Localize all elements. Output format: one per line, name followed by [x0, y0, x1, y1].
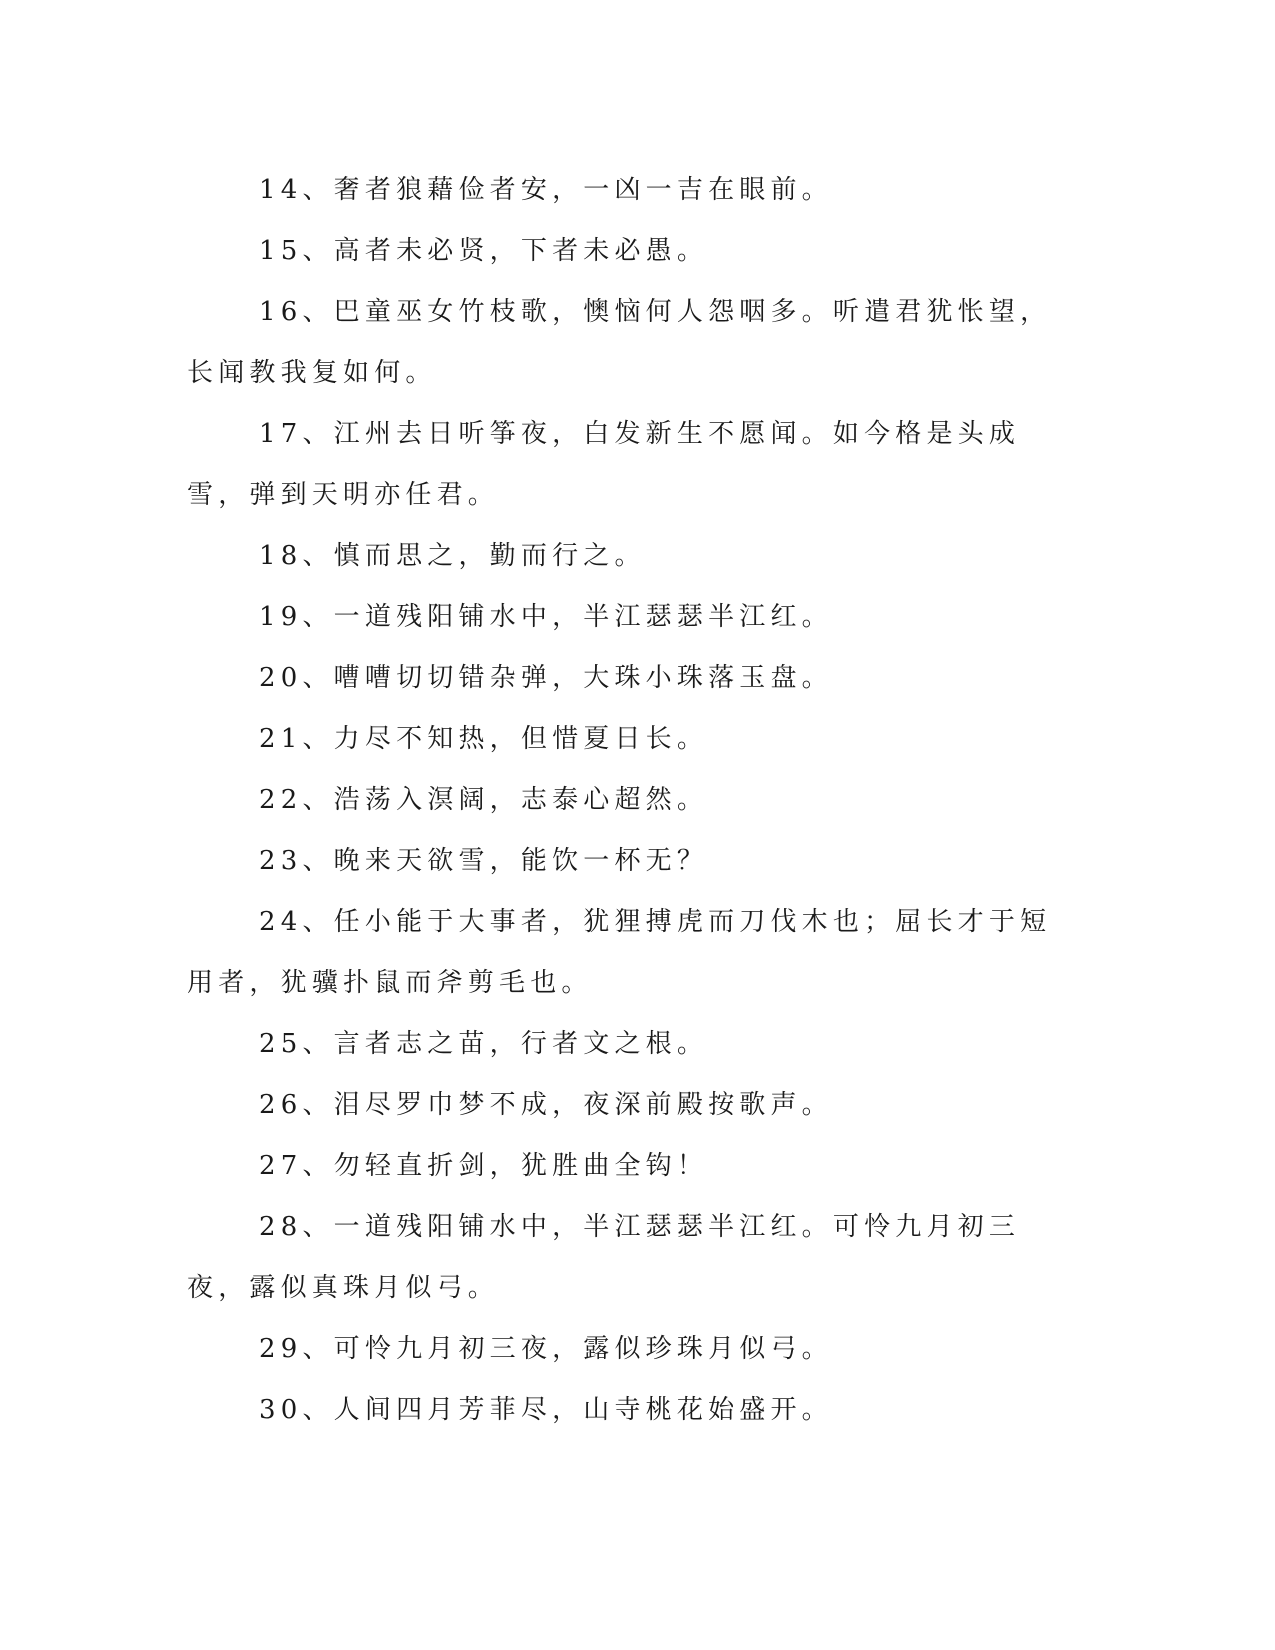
quote-item-22: 22、浩荡入溟阔，志泰心超然。 — [259, 785, 709, 815]
quote-item-23: 23、晚来天欲雪，能饮一杯无？ — [259, 846, 709, 876]
quote-item-16: 16、巴童巫女竹枝歌，懊恼何人怨咽多。听遣君犹怅望，长闻教我复如何。 — [187, 297, 1052, 388]
quote-item-19: 19、一道残阳铺水中，半江瑟瑟半江红。 — [259, 602, 833, 632]
quote-item-25: 25、言者志之苗，行者文之根。 — [259, 1029, 709, 1059]
quote-item-26: 26、泪尽罗巾梦不成，夜深前殿按歌声。 — [259, 1090, 833, 1120]
quote-item-30: 30、人间四月芳菲尽，山寺桃花始盛开。 — [259, 1395, 833, 1425]
quote-item-28: 28、一道残阳铺水中，半江瑟瑟半江红。可怜九月初三夜，露似真珠月似弓。 — [187, 1212, 1021, 1303]
quote-item-17: 17、江州去日听筝夜，白发新生不愿闻。如今格是头成雪，弹到天明亦任君。 — [187, 419, 1021, 510]
quote-item-24: 24、任小能于大事者，犹狸搏虎而刀伐木也；屈长才于短用者，犹骥扑鼠而斧剪毛也。 — [187, 907, 1052, 998]
quote-item-14: 14、奢者狼藉俭者安，一凶一吉在眼前。 — [259, 175, 833, 205]
document-page — [187, 160, 1067, 1441]
quote-item-15: 15、高者未必贤，下者未必愚。 — [259, 236, 709, 266]
quote-item-21: 21、力尽不知热，但惜夏日长。 — [259, 724, 709, 754]
quote-item-29: 29、可怜九月初三夜，露似珍珠月似弓。 — [259, 1334, 833, 1364]
quote-item-18: 18、慎而思之，勤而行之。 — [259, 541, 646, 571]
quote-item-27: 27、勿轻直折剑，犹胜曲全钩！ — [259, 1151, 709, 1181]
quote-item-20: 20、嘈嘈切切错杂弹，大珠小珠落玉盘。 — [259, 663, 833, 693]
